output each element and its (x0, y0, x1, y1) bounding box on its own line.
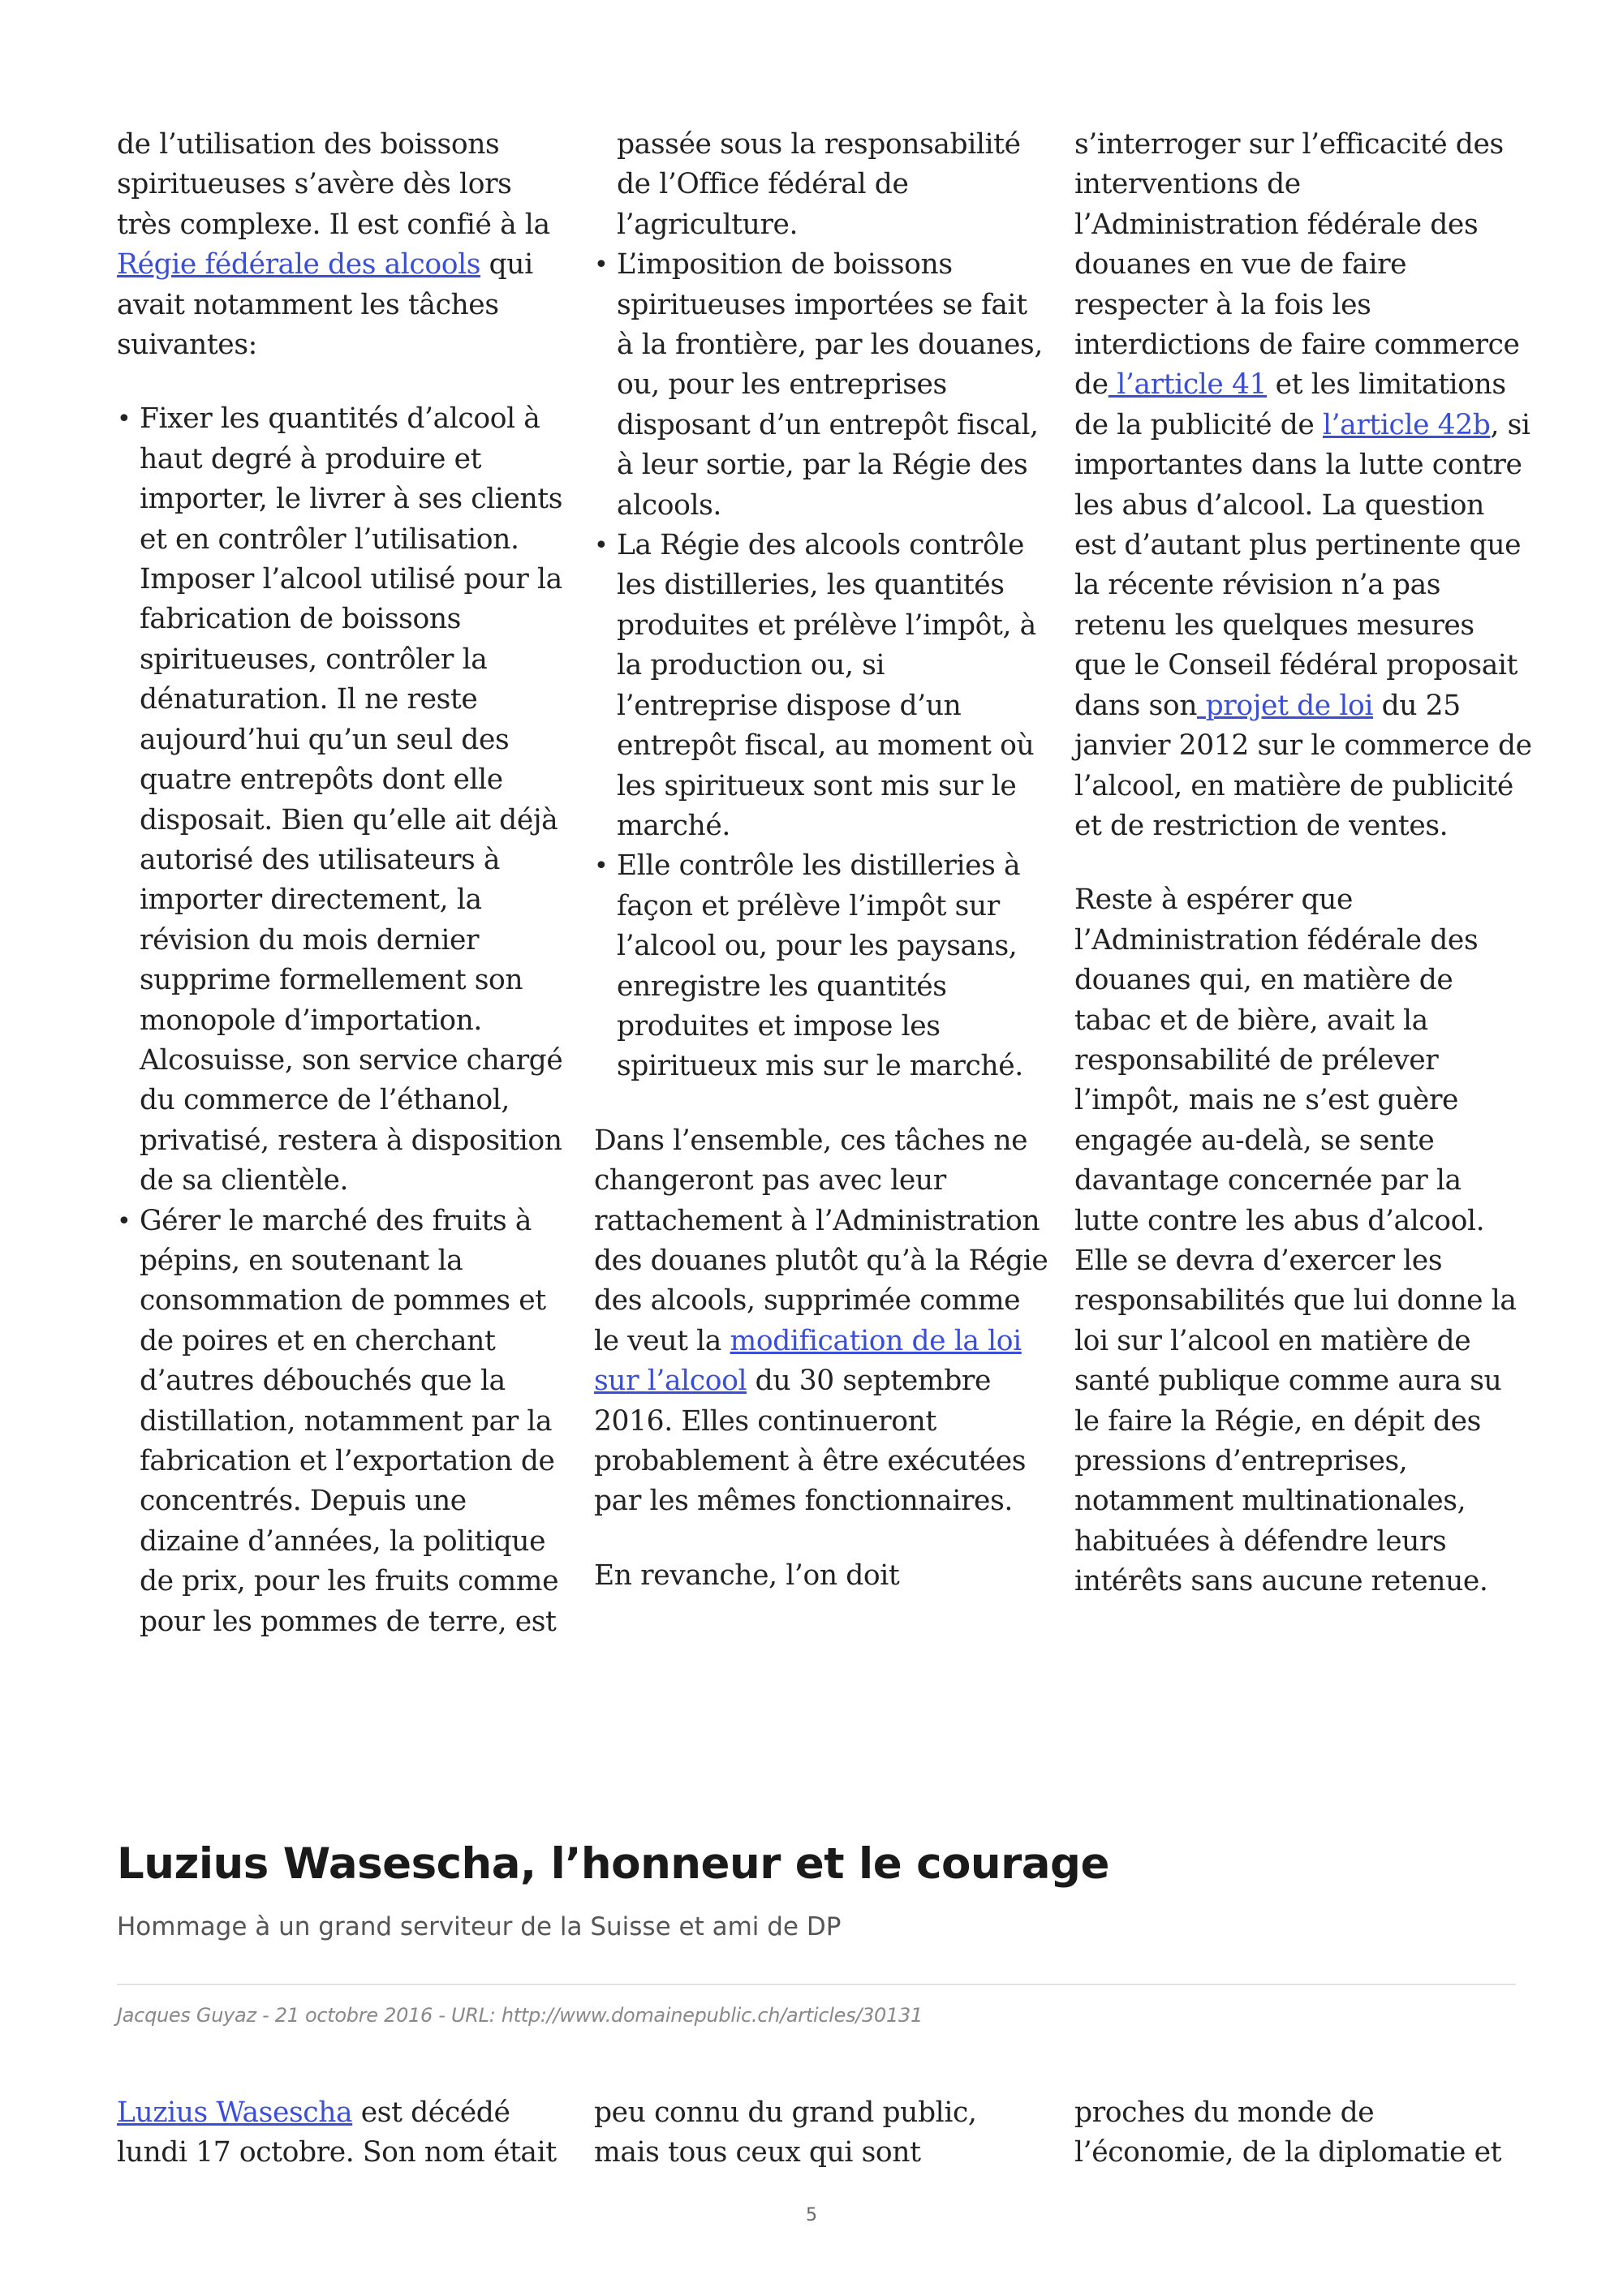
divider (117, 1984, 1516, 1985)
link-luzius-wasescha[interactable]: Luzius Wasescha (117, 2096, 353, 2129)
article2-subtitle: Hommage à un grand serviteur de la Suisse et ami de DP (117, 1912, 842, 1941)
article1-column-3 (1074, 125, 1533, 1602)
article1-intro-paragraph: de l’utilisation des boissons spiritueuses s’avère dès lors très complexe. Il est confié à la Régie fédérale des alcools qui avait notamment les tâches suivantes: (117, 128, 550, 362)
article1-task-list (117, 399, 571, 1642)
article1-task-list-continued (594, 245, 1048, 1087)
article2-column-2: peu connu du grand public, mais tous ceux qui sont (594, 2096, 977, 2169)
list-item: • L’imposition de boissons spiritueuses importées se fait à la frontière, par les douanes, ou, pour les entreprises disposant d’un entrepôt fiscal, à leur sortie, par la Régie des alcools. (594, 245, 1048, 526)
article1-column-2 (594, 125, 1048, 1596)
article2-column-1: Luzius Wasescha est décédé lundi 17 octobre. Son nom était (117, 2096, 557, 2169)
article1-paragraph-reste: Reste à espérer que l’Administration fédérale des douanes qui, en matière de tabac et de bière, avait la responsabilité de prélever l’impôt, mais ne s’est guère engagée au-delà, se sente davantage concernée par la lutte contre les abus d’alcool. Elle se devra d’exercer les responsabilités que lui donne la loi sur l’alcool en matière de santé publique comme aura su le faire la Régie, en dépit des pressions d’entreprises, notamment multinationales, habituées à défendre leurs intérêts sans aucune retenue. (1074, 884, 1517, 1598)
link-article-42b[interactable]: l’article 42b (1322, 408, 1491, 441)
article2-byline: Jacques Guyaz - 21 octobre 2016 - URL: http://www.domainepublic.ch/articles/30131 (117, 2004, 923, 2027)
article1-paragraph-interroger: s’interroger sur l’efficacité des interventions de l’Administration fédérale des douanes en vue de faire respecter à la fois les interdictions de faire commerce de l’article 41 et les limitations de la publicité de l’article 42b, si importantes dans la lutte contre les abus d’alcool. La question est d’autant plus pertinente que la récente révision n’a pas retenu les quelques mesures que le Conseil fédéral proposait dans son projet de loi du 25 janvier 2012 sur le commerce de l’alcool, en matière de publicité et de restriction de ventes. (1074, 128, 1532, 842)
list-item: • Fixer les quantités d’alcool à haut degré à produire et importer, le livrer à ses clients et en contrôler l’utilisation. Imposer l’alcool utilisé pour la fabrication de boissons spiritueuses, contrôler la dénaturation. Il ne reste aujourd’hui qu’un seul des quatre entrepôts dont elle disposait. Bien qu’elle ait déjà autorisé des utilisateurs à importer directement, la révision du mois dernier supprime formellement son monopole d’importation. Alcosuisse, son service chargé du commerce de l’éthanol, privatisé, restera à disposition de sa clientèle. (117, 399, 571, 1201)
list-item: • Elle contrôle les distilleries à façon et prélève l’impôt sur l’alcool ou, pour les paysans, enregistre les quantités produites et impose les spiritueux mis sur le marché. (594, 846, 1048, 1086)
link-modification-loi-alcool[interactable]: modification de la loi sur l’alcool (594, 1324, 1022, 1398)
link-regie-federale-des-alcools[interactable]: Régie fédérale des alcools (117, 248, 481, 282)
list-item: • Gérer le marché des fruits à pépins, en soutenant la consommation de pommes et de poires et en cherchant d’autres débouchés que la distillation, notamment par la fabrication et l’exportation de concentrés. Depuis une dizaine d’années, la politique de prix, pour les fruits comme pour les pommes de terre, est (117, 1202, 571, 1642)
page-number: 5 (806, 2205, 817, 2225)
link-article-41[interactable]: l’article 41 (1108, 368, 1268, 402)
article2-title: Luzius Wasescha, l’honneur et le courage (117, 1839, 1109, 1889)
link-projet-de-loi[interactable]: projet de loi (1197, 689, 1374, 722)
article2-column-3: proches du monde de l’économie, de la diplomatie et (1074, 2096, 1502, 2169)
article1-paragraph-ensemble: Dans l’ensemble, ces tâches ne changeront pas avec leur rattachement à l’Administration des douanes plutôt qu’à la Régie des alcools, supprimée comme le veut la modification de la loi sur l’alcool du 30 septembre 2016. Elles continueront probablement à être exécutées par les mêmes fonctionnaires. (594, 1124, 1048, 1518)
list-item: • La Régie des alcools contrôle les distilleries, les quantités produites et prélève l’impôt, à la production ou, si l’entreprise dispose d’un entrepôt fiscal, au moment où les spiritueux sont mis sur le marché. (594, 526, 1048, 846)
list-item-continuation: passée sous la responsabilité de l’Office fédéral de l’agriculture. (617, 128, 1021, 241)
article1-column-1 (117, 125, 571, 1642)
article1-paragraph-revanche: En revanche, l’on doit (594, 1559, 900, 1592)
